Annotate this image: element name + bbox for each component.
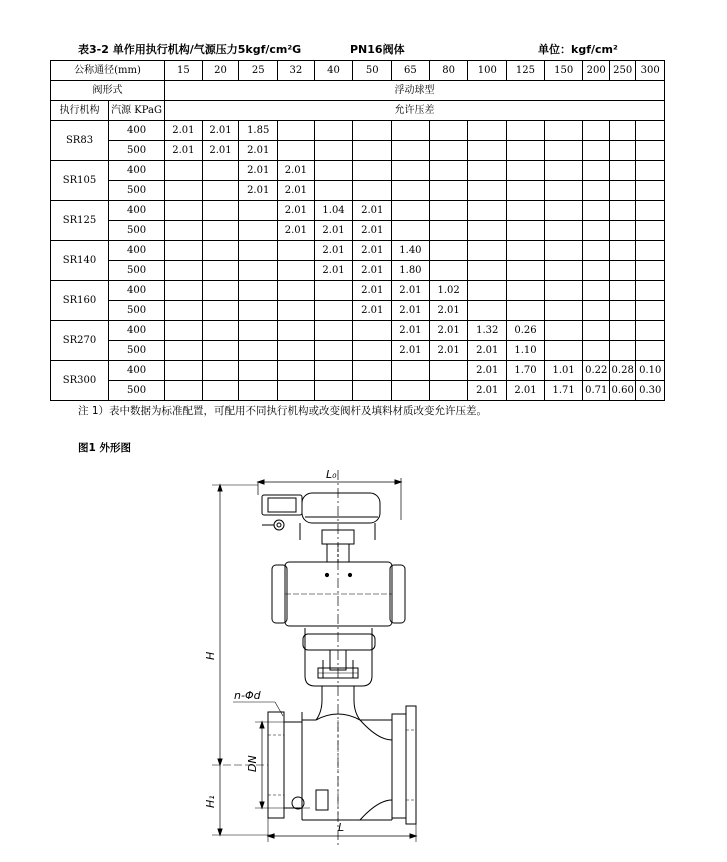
actuator-model-cell: SR105: [51, 161, 109, 201]
pressure-value-cell: 1.40: [392, 241, 430, 261]
pressure-value-cell: 2.01: [392, 301, 430, 321]
pressure-value-cell: 0.10: [636, 361, 665, 381]
pressure-value-cell: 2.01: [392, 321, 430, 341]
pressure-value-cell: 2.01: [278, 221, 315, 241]
pressure-value-cell: 2.01: [239, 141, 278, 161]
dim-h1-label: H₁: [204, 795, 217, 808]
pressure-value-cell: 2.01: [429, 341, 468, 361]
air-pressure-cell: 400: [109, 361, 165, 381]
size-header-cell: 300: [636, 61, 665, 81]
pressure-value-cell: 2.01: [353, 221, 392, 241]
size-header-cell: 15: [165, 61, 203, 81]
pressure-value-cell: 2.01: [239, 161, 278, 181]
pressure-value-cell: 2.01: [353, 241, 392, 261]
table-label: 表3-2 单作用执行机构/气源压力5kgf/cm²G: [78, 43, 302, 56]
pressure-value-cell: 1.32: [468, 321, 507, 341]
pressure-value-cell: 2.01: [468, 381, 507, 401]
valve-type-value: 浮动球型: [165, 81, 665, 101]
pressure-value-cell: 2.01: [278, 161, 315, 181]
actuator-model-cell: SR160: [51, 281, 109, 321]
pressure-value-cell: 2.01: [353, 301, 392, 321]
air-pressure-cell: 400: [109, 121, 165, 141]
air-pressure-cell: 500: [109, 261, 165, 281]
pressure-value-cell: 1.70: [507, 361, 545, 381]
actuator-model-cell: SR140: [51, 241, 109, 281]
air-pressure-cell: 500: [109, 301, 165, 321]
actuator-model-cell: SR270: [51, 321, 109, 361]
dim-top-label: L₀: [326, 468, 337, 481]
size-header-cell: 250: [609, 61, 635, 81]
pressure-value-cell: 1.71: [544, 381, 583, 401]
actuator-model-cell: SR83: [51, 121, 109, 161]
dim-bolt-label: n-Φd: [234, 689, 261, 702]
size-header-cell: 40: [314, 61, 353, 81]
pressure-value-cell: 1.80: [392, 261, 430, 281]
pressure-value-cell: 2.01: [165, 141, 203, 161]
pressure-value-cell: 2.01: [314, 221, 353, 241]
size-header-cell: 100: [468, 61, 507, 81]
pressure-value-cell: 1.85: [239, 121, 278, 141]
air-pressure-cell: 400: [109, 161, 165, 181]
dim-length-label: L: [338, 821, 345, 834]
valve-type-label: 阀形式: [51, 81, 165, 101]
pressure-value-cell: 2.01: [202, 121, 239, 141]
air-pressure-cell: 500: [109, 141, 165, 161]
air-pressure-label: 汽源 KPaG: [109, 101, 165, 121]
pressure-value-cell: 2.01: [165, 121, 203, 141]
air-pressure-cell: 400: [109, 321, 165, 341]
body-label: PN16阀体: [350, 43, 405, 56]
pressure-value-cell: 2.01: [429, 301, 468, 321]
size-header-cell: 32: [278, 61, 315, 81]
air-pressure-cell: 500: [109, 181, 165, 201]
dim-dn-label: DN: [246, 755, 259, 772]
size-header-cell: 150: [544, 61, 583, 81]
size-header-cell: 65: [392, 61, 430, 81]
pressure-value-cell: 2.01: [278, 201, 315, 221]
size-header-cell: 50: [353, 61, 392, 81]
pressure-value-cell: 2.01: [468, 341, 507, 361]
actuator-icon: [272, 562, 405, 626]
pressure-value-cell: 2.01: [353, 281, 392, 301]
air-pressure-cell: 500: [109, 221, 165, 241]
dim-height-label: H: [204, 651, 217, 660]
size-header-cell: 125: [507, 61, 545, 81]
air-pressure-cell: 400: [109, 281, 165, 301]
pressure-value-cell: 2.01: [468, 361, 507, 381]
pressure-value-cell: 1.01: [544, 361, 583, 381]
pressure-value-cell: 0.26: [507, 321, 545, 341]
pressure-value-cell: 2.01: [429, 321, 468, 341]
allowable-dp-label: 允许压差: [165, 101, 665, 121]
pressure-value-cell: 2.01: [353, 261, 392, 281]
gear-box-icon: [262, 493, 380, 540]
size-header-cell: 20: [202, 61, 239, 81]
pressure-value-cell: 1.02: [429, 281, 468, 301]
table-note: 注 1）表中数据为标准配置，可配用不同执行机构或改变阀杆及填料材质改变允许压差。: [78, 405, 488, 417]
pressure-value-cell: 2.01: [239, 181, 278, 201]
pressure-value-cell: 2.01: [392, 281, 430, 301]
pressure-value-cell: 0.28: [609, 361, 635, 381]
actuator-label: 执行机构: [51, 101, 109, 121]
size-header-cell: 80: [429, 61, 468, 81]
bracket-icon: [303, 628, 375, 686]
pressure-value-cell: 1.04: [314, 201, 353, 221]
size-header-label: 公称通径(mm): [51, 61, 165, 81]
air-pressure-cell: 500: [109, 381, 165, 401]
air-pressure-cell: 400: [109, 241, 165, 261]
actuator-model-cell: SR125: [51, 201, 109, 241]
air-pressure-cell: 400: [109, 201, 165, 221]
figure-title: 图1 外形图: [78, 442, 131, 454]
left-flange-icon: [268, 712, 302, 818]
pressure-value-cell: 0.71: [583, 381, 609, 401]
actuator-model-cell: SR300: [51, 361, 109, 401]
right-flange-icon: [392, 706, 416, 824]
pressure-value-cell: 0.22: [583, 361, 609, 381]
pressure-value-cell: 1.10: [507, 341, 545, 361]
pressure-value-cell: 0.30: [636, 381, 665, 401]
pressure-value-cell: 2.01: [314, 261, 353, 281]
air-pressure-cell: 500: [109, 341, 165, 361]
pressure-value-cell: 2.01: [278, 181, 315, 201]
pressure-value-cell: 2.01: [202, 141, 239, 161]
pressure-value-cell: 0.60: [609, 381, 635, 401]
pressure-value-cell: 2.01: [353, 201, 392, 221]
size-header-cell: 200: [583, 61, 609, 81]
unit-label: 单位：kgf/cm²: [538, 43, 618, 56]
pressure-value-cell: 2.01: [392, 341, 430, 361]
size-header-cell: 25: [239, 61, 278, 81]
pressure-value-cell: 2.01: [507, 381, 545, 401]
pressure-value-cell: 2.01: [314, 241, 353, 261]
